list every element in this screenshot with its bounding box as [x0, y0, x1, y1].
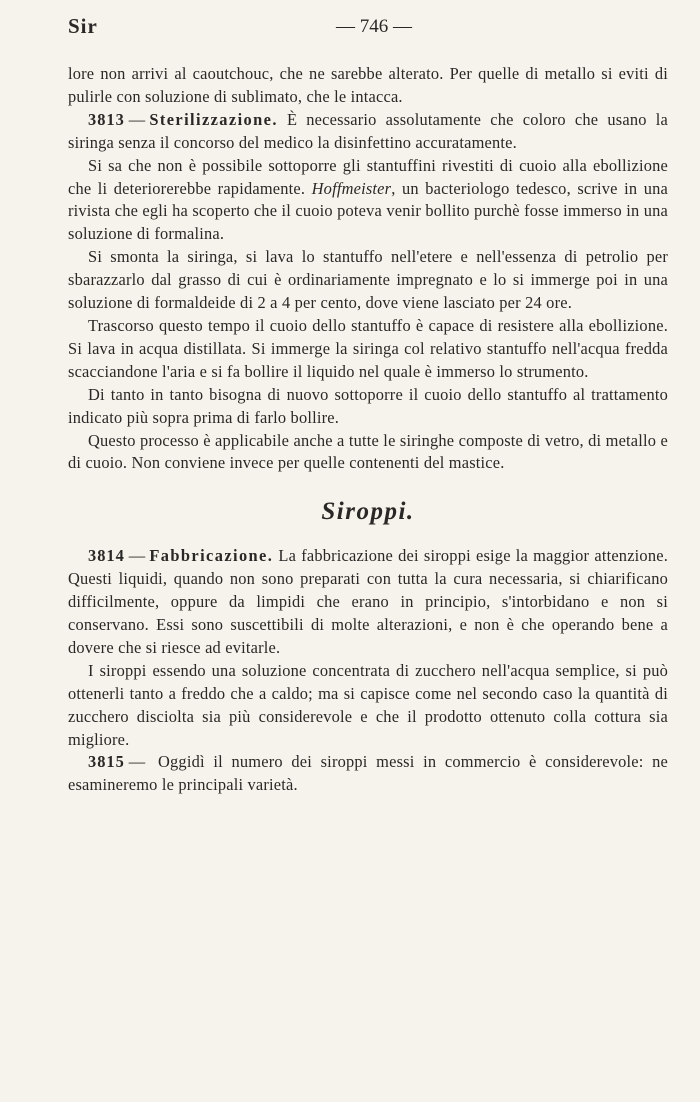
- entry-number: 3813: [88, 109, 125, 129]
- entry-dash: —: [128, 109, 146, 129]
- paragraph: lore non arrivi al caoutchouc, che ne sarebbe alterato. Per quelle di metallo si eviti di pulirle con soluzione di sublimato, che le intacca.: [68, 64, 668, 106]
- paragraph: Questo processo è applicabile anche a tutte le siringhe composte di vetro, di metallo e di cuoio. Non conviene invece per quelle contenenti del mastice.: [68, 430, 668, 473]
- paragraph: Si smonta la siringa, si lava lo stantuffo nell'etere e nell'essenza di petrolio per sbarazzarlo dal grasso di cui è ordinariamente impregnato e lo si immerge poi in una soluzione di formaldeide di 2 a 4 per cento, dove viene lasciato per 24 ore.: [68, 247, 668, 313]
- paragraph-text: Si sa che non è possibile sottoporre gli stantuffini rivestiti di cuoio alla ebollizione che li deteriorerebbe rapidamente.: [68, 155, 668, 198]
- paragraph: Di tanto in tanto bisogna di nuovo sottoporre il cuoio dello stantuffo al trattamento indicato più sopra prima di farlo bollire.: [68, 384, 668, 427]
- paragraph: [68, 155, 668, 247]
- running-header: [68, 14, 668, 44]
- entry-text: È necessario assolutamente che coloro che usano la siringa senza il concorso del medico la disinfettino accuratamente.: [68, 109, 668, 152]
- section-title: Siroppi.: [321, 498, 415, 526]
- entry-dash: —: [128, 752, 146, 772]
- entry-3813: [68, 109, 668, 155]
- entry-dash: —: [128, 546, 146, 566]
- entry-3815: [68, 751, 668, 797]
- entry-number: 3814: [88, 546, 125, 566]
- entry-text: La fabbricazione dei siroppi esige la maggior attenzione. Questi liquidi, quando non sono preparati con tutta la cura necessaria, si chiarificano difficilmente, oppure da limpidi che erano in principio, s'intorbidano e non si conservano. Essi sono suscettibili di molte alterazioni, e non è che operando bene a dovere che si riesce ad evitarle.: [68, 546, 668, 657]
- paragraph: I siroppi essendo una soluzione concentrata di zucchero nell'acqua semplice, si può ottenerli tanto a freddo che a caldo; ma si capisce come nel secondo caso la quantità di zucchero disciolta sia più considerevole e che il prodotto ottenuto colla cottura sia migliore.: [68, 660, 668, 749]
- entry-heading: Fabbricazione.: [149, 546, 274, 566]
- entry-text: Oggidì il numero dei siroppi messi in commercio è considerevole: ne esamineremo le principali varietà.: [68, 752, 668, 795]
- entry-number: 3815: [88, 752, 125, 772]
- page-body: [68, 63, 668, 797]
- entry-3814: [68, 545, 668, 660]
- entry-heading: Sterilizzazione.: [149, 109, 278, 129]
- page-number: — 746 —: [336, 16, 412, 37]
- paragraph: Trascorso questo tempo il cuoio dello stantuffo è capace di resistere alla ebollizione. Si lava in acqua distillata. Si immerge la siringa col relativo stantuffo nell'acqua fredda scacciandone l'aria e si fa bollire il liquido nel quale è immerso lo strumento.: [68, 315, 668, 381]
- author-name: Hoffmeister: [311, 178, 392, 198]
- header-word: Sir: [68, 14, 98, 38]
- paragraph-text: , un bacteriologo tedesco, scrive in una rivista che egli ha scoperto che il cuoio poteva venir bollito purchè fosse immerso in una soluzione di formalina.: [68, 178, 668, 244]
